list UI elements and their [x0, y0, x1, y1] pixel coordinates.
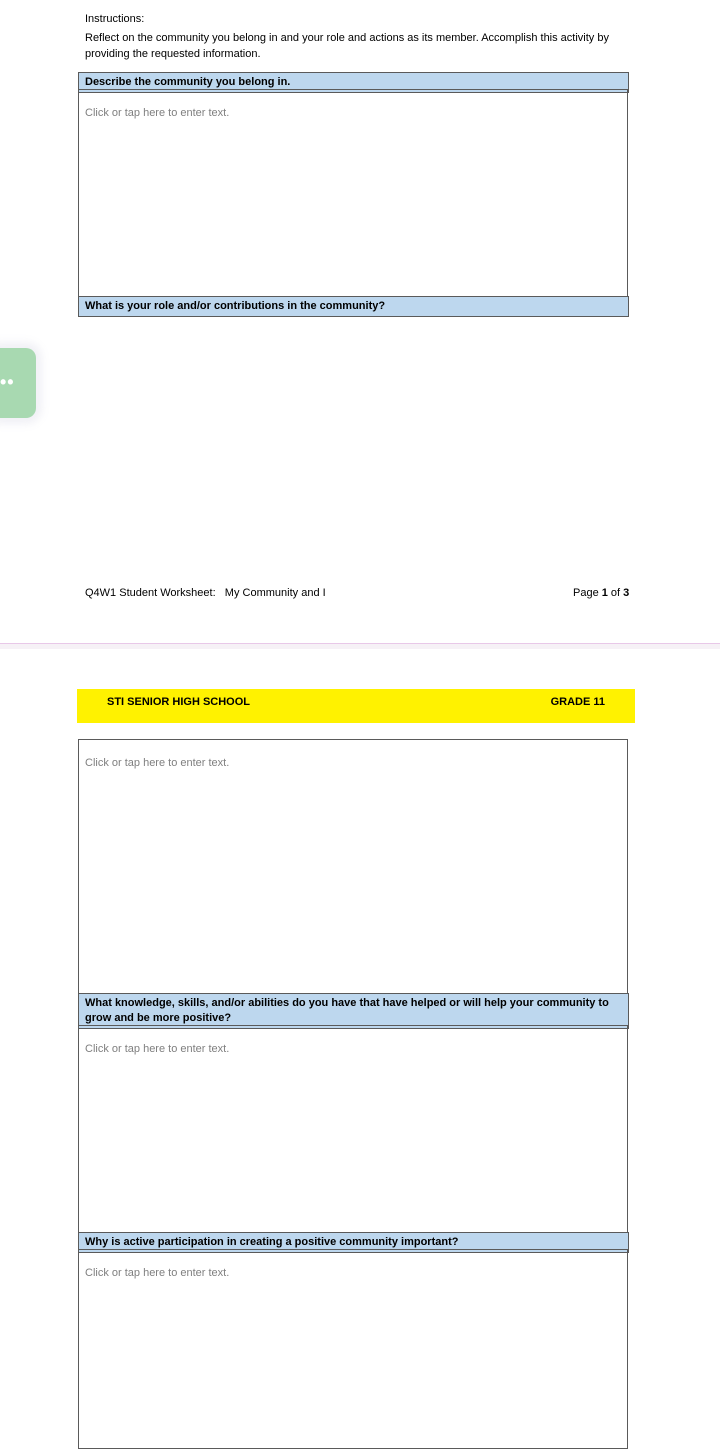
dots-icon: ••	[0, 372, 15, 392]
question-1-header: Describe the community you belong in.	[78, 72, 629, 93]
footer-page-number	[573, 587, 629, 599]
answer-3-placeholder[interactable]: Click or tap here to enter text.	[85, 1043, 230, 1055]
answer-3-field[interactable]	[78, 1025, 628, 1233]
grade-level: GRADE 11	[550, 696, 605, 708]
school-name: STI SENIOR HIGH SCHOOL	[107, 696, 251, 708]
question-3-header: What knowledge, skills, and/or abilities do you have that have helped or will help your community to grow and be more positive?	[78, 993, 629, 1029]
document-page-2	[0, 649, 720, 1434]
school-header-band	[77, 689, 635, 723]
page-prefix: Page	[573, 587, 602, 599]
instructions-body: Reflect on the community you belong in and your role and actions as its member. Accomplish this activity by providing the requested information.	[85, 32, 609, 60]
instructions-title: Instructions:	[85, 13, 145, 25]
answer-1-placeholder[interactable]: Click or tap here to enter text.	[85, 107, 230, 119]
answer-4-placeholder[interactable]: Click or tap here to enter text.	[85, 1267, 230, 1279]
question-2-header: What is your role and/or contributions in the community?	[78, 296, 629, 317]
document-page-1	[0, 0, 720, 644]
page-current: 1	[601, 587, 608, 599]
side-panel-tab[interactable]	[0, 348, 36, 418]
answer-1-field[interactable]	[78, 89, 628, 297]
footer-worksheet-title: Q4W1 Student Worksheet: My Community and I	[85, 587, 326, 599]
answer-4-field[interactable]	[78, 1249, 628, 1449]
answer-2-field[interactable]	[78, 739, 628, 995]
question-4-header: Why is active participation in creating a positive community important?	[78, 1232, 629, 1253]
answer-2-placeholder[interactable]: Click or tap here to enter text.	[85, 757, 230, 769]
page-total: 3	[623, 587, 630, 599]
page-of: of	[607, 587, 624, 599]
